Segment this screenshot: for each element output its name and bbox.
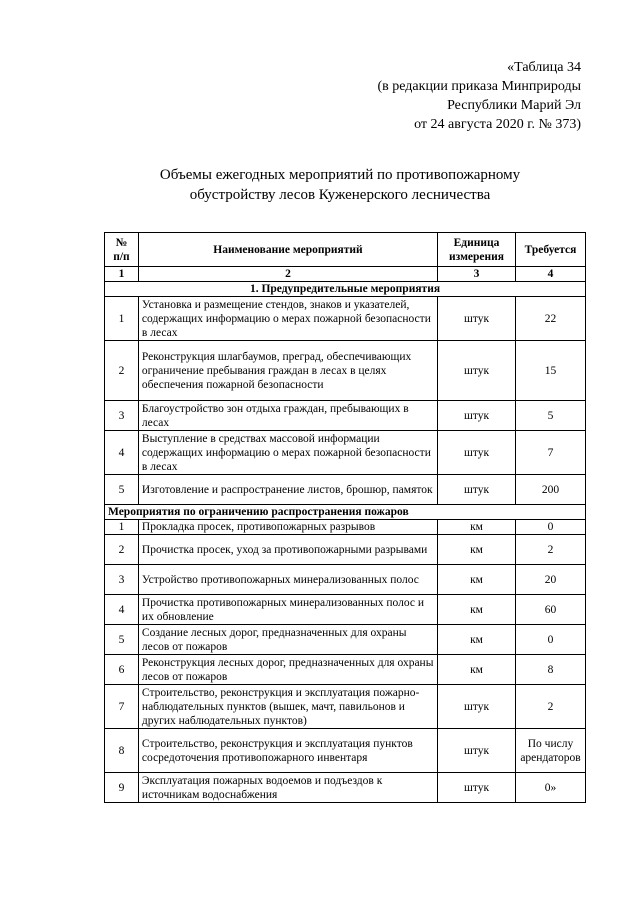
table-row (105, 297, 586, 341)
required-amount: 0 (515, 520, 585, 535)
section-row (105, 505, 586, 520)
required-amount: По числу арендаторов (515, 729, 585, 773)
row-number: 7 (105, 685, 139, 729)
section-title: 1. Предупредительные мероприятия (105, 282, 586, 297)
table-row (105, 685, 586, 729)
measure-name: Создание лесных дорог, предназначенных для охраны лесов от пожаров (138, 625, 437, 655)
unit-of-measure: км (438, 565, 516, 595)
measure-name: Строительство, реконструкция и эксплуатация пунктов сосредоточения противопожарного инвентаря (138, 729, 437, 773)
row-number: 5 (105, 625, 139, 655)
required-amount: 60 (515, 595, 585, 625)
unit-of-measure: штук (438, 401, 516, 431)
measure-name: Реконструкция лесных дорог, предназначенных для охраны лесов от пожаров (138, 655, 437, 685)
table-body (105, 267, 586, 803)
measure-name: Эксплуатация пожарных водоемов и подъездов к источникам водоснабжения (138, 773, 437, 803)
header-num-line: № (115, 236, 128, 249)
table-row (105, 565, 586, 595)
header-name: Наименование мероприятий (138, 233, 437, 267)
index-cell: 2 (138, 267, 437, 282)
unit-of-measure: штук (438, 297, 516, 341)
row-number: 6 (105, 655, 139, 685)
unit-of-measure: штук (438, 685, 516, 729)
table-row (105, 341, 586, 401)
table-row (105, 535, 586, 565)
table-row (105, 431, 586, 475)
unit-of-measure: км (438, 595, 516, 625)
table-row (105, 729, 586, 773)
column-index-row (105, 267, 586, 282)
unit-of-measure: штук (438, 773, 516, 803)
row-number: 1 (105, 297, 139, 341)
document-title (100, 165, 580, 205)
row-number: 2 (105, 535, 139, 565)
table-row (105, 595, 586, 625)
header-required: Требуется (515, 233, 585, 267)
header-num (105, 233, 139, 267)
unit-of-measure: штук (438, 729, 516, 773)
row-number: 3 (105, 565, 139, 595)
required-amount: 0 (515, 625, 585, 655)
required-amount: 0» (515, 773, 585, 803)
row-number: 1 (105, 520, 139, 535)
row-number: 4 (105, 595, 139, 625)
unit-of-measure: штук (438, 431, 516, 475)
table-row (105, 655, 586, 685)
required-amount: 2 (515, 685, 585, 729)
unit-of-measure: км (438, 655, 516, 685)
row-number: 2 (105, 341, 139, 401)
measure-name: Прочистка противопожарных минерализованных полос и их обновление (138, 595, 437, 625)
measure-name: Прочистка просек, уход за противопожарными разрывами (138, 535, 437, 565)
row-number: 9 (105, 773, 139, 803)
amendment-line: Республики Марий Эл (447, 98, 581, 113)
table-row (105, 401, 586, 431)
header-unit-line: Единица (453, 236, 500, 249)
measure-name: Устройство противопожарных минерализованных полос (138, 565, 437, 595)
required-amount: 2 (515, 535, 585, 565)
amendment-line: (в редакции приказа Минприроды (377, 79, 581, 94)
unit-of-measure: км (438, 625, 516, 655)
measure-name: Строительство, реконструкция и эксплуатация пожарно-наблюдательных пунктов (вышек, мачт, павильонов и других наблюдательных пунктов) (138, 685, 437, 729)
measure-name: Реконструкция шлагбаумов, преград, обеспечивающих ограничение пребывания граждан в лесах в целях обеспечения пожарной безопасности (138, 341, 437, 401)
section-row (105, 282, 586, 297)
table-row (105, 625, 586, 655)
unit-of-measure: км (438, 535, 516, 565)
required-amount: 20 (515, 565, 585, 595)
unit-of-measure: штук (438, 475, 516, 505)
measure-name: Выступление в средствах массовой информации содержащих информацию о мерах пожарной безопасности в лесах (138, 431, 437, 475)
unit-of-measure: км (438, 520, 516, 535)
header-unit-line: измерения (449, 250, 505, 263)
index-cell: 4 (515, 267, 585, 282)
measure-name: Изготовление и распространение листов, брошюр, памяток (138, 475, 437, 505)
section-title: Мероприятия по ограничению распространения пожаров (105, 505, 586, 520)
required-amount: 8 (515, 655, 585, 685)
unit-of-measure: штук (438, 341, 516, 401)
required-amount: 15 (515, 341, 585, 401)
index-cell: 3 (438, 267, 516, 282)
measures-table (104, 232, 586, 803)
required-amount: 200 (515, 475, 585, 505)
measure-name: Прокладка просек, противопожарных разрывов (138, 520, 437, 535)
row-number: 4 (105, 431, 139, 475)
measure-name: Установка и размещение стендов, знаков и указателей, содержащих информацию о мерах пожарной безопасности в лесах (138, 297, 437, 341)
amendment-line: «Таблица 34 (507, 60, 581, 75)
table-row (105, 520, 586, 535)
title-line: обустройству лесов Куженерского лесничества (189, 187, 491, 203)
required-amount: 7 (515, 431, 585, 475)
row-number: 8 (105, 729, 139, 773)
header-num-line: п/п (113, 250, 130, 263)
header-unit (438, 233, 516, 267)
measure-name: Благоустройство зон отдыха граждан, пребывающих в лесах (138, 401, 437, 431)
title-line: Объемы ежегодных мероприятий по противопожарному (159, 167, 521, 183)
row-number: 5 (105, 475, 139, 505)
table-row (105, 773, 586, 803)
amendment-note (301, 58, 581, 134)
required-amount: 22 (515, 297, 585, 341)
required-amount: 5 (515, 401, 585, 431)
index-cell: 1 (105, 267, 139, 282)
amendment-line: от 24 августа 2020 г. № 373) (414, 117, 581, 132)
row-number: 3 (105, 401, 139, 431)
table-row (105, 475, 586, 505)
